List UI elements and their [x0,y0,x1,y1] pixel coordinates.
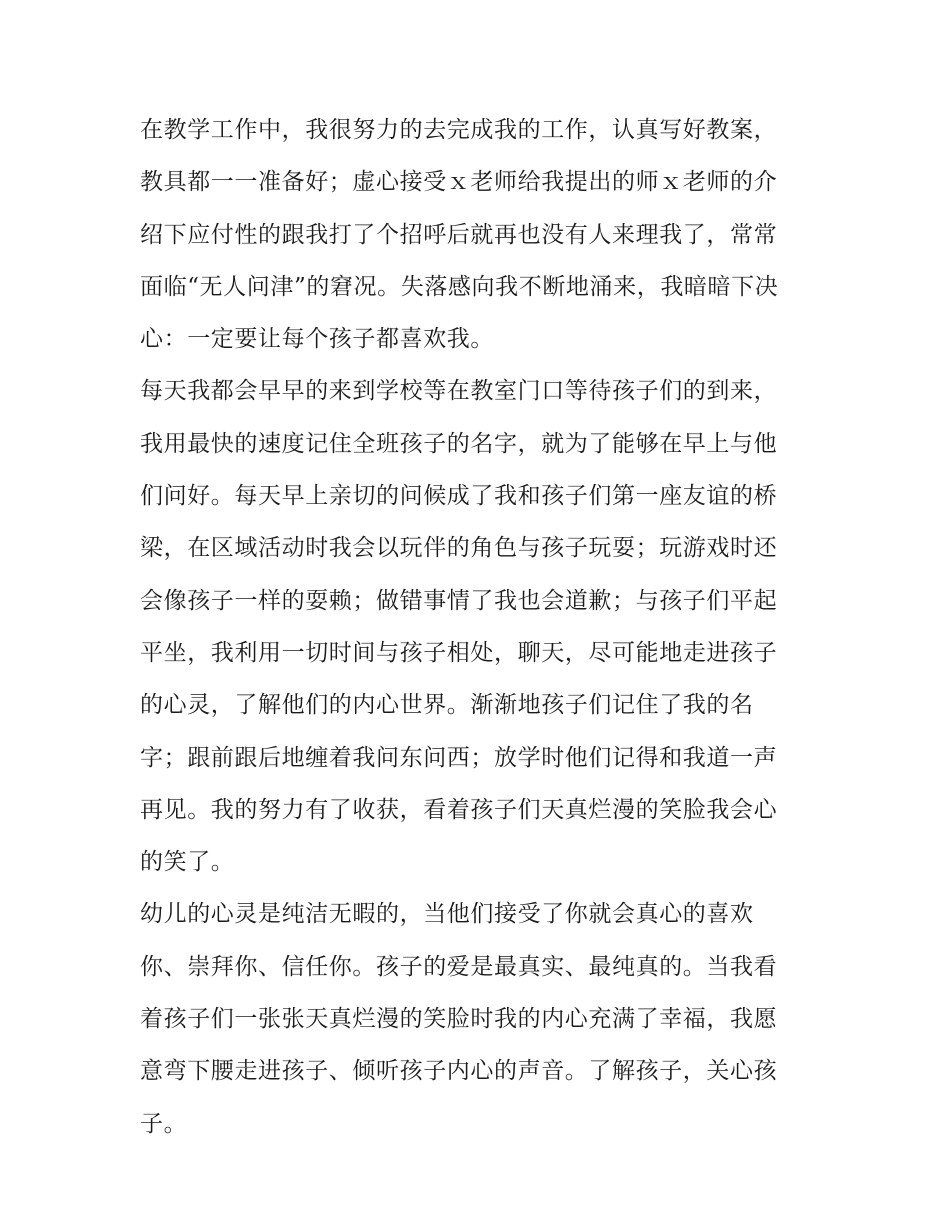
text-line: 面临“无人问津”的窘况。失落感向我不断地涌来，我暗暗下决 [140,273,779,300]
text-line: 每天我都会早早的来到学校等在教室门口等待孩子们的到来， [140,378,778,405]
paragraph-1 [140,104,820,365]
text-line: 幼儿的心灵是纯洁无暇的，当他们接受了你就会真心的喜欢 [140,901,754,928]
text-line: 着孩子们一张张天真烂漫的笑脸时我的内心充满了幸福，我愿 [140,1006,778,1033]
text-line: 的笑了。 [140,849,235,876]
text-line: 在教学工作中，我很努力的去完成我的工作，认真写好教案， [140,117,778,143]
text-line: 们问好。每天早上亲切的问候成了我和孩子们第一座友谊的桥 [140,483,778,510]
paragraph-3 [140,888,820,1149]
text-line: 绍下应付性的跟我打了个招呼后就再也没有人来理我了，常常 [140,221,778,248]
text-line: 子。 [140,1110,188,1137]
paragraph-2 [140,365,820,888]
text-line: 再见。我的努力有了收获，看着孩子们天真烂漫的笑脸我会心 [140,796,778,823]
text-line: 心：一定要让每个孩子都喜欢我。 [140,326,494,353]
document-body [140,104,820,1150]
text-line: 平坐，我利用一切时间与孩子相处，聊天，尽可能地走进孩子 [140,639,778,666]
text-line: 的心灵，了解他们的内心世界。渐渐地孩子们记住了我的名 [140,692,754,719]
text-line: 你、崇拜你、信任你。孩子的爱是最真实、最纯真的。当我看 [140,953,778,980]
text-line: 我用最快的速度记住全班孩子的名字，就为了能够在早上与他 [140,430,778,457]
text-line: 梁，在区域活动时我会以玩伴的角色与孩子玩耍；玩游戏时还 [140,535,778,562]
text-line: 意弯下腰走进孩子、倾听孩子内心的声音。了解孩子，关心孩 [140,1058,778,1085]
text-line: 字；跟前跟后地缠着我问东问西；放学时他们记得和我道一声 [140,744,778,771]
text-line: 教具都一一准备好；虚心接受ｘ老师给我提出的师ｘ老师的介 [140,169,778,196]
text-line: 会像孩子一样的耍赖；做错事情了我也会道歉；与孩子们平起 [140,587,778,614]
